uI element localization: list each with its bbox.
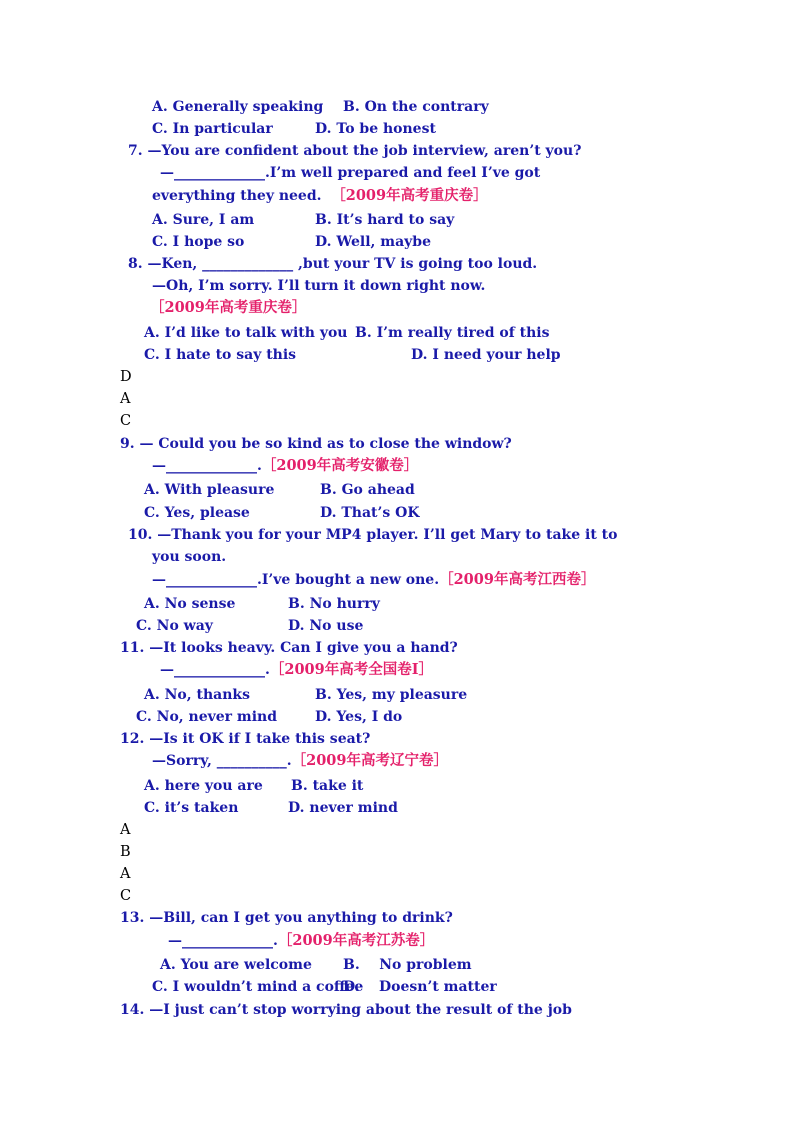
q10-reply: —_____________.I’ve bought a new one.	[152, 572, 440, 588]
q13-option-c: C. I wouldn’t mind a coffee	[152, 979, 364, 995]
q10-prompt: 10. —Thank you for your MP4 player. I’ll get Mary to take it to	[128, 527, 618, 543]
q9-option-b: B. Go ahead	[320, 482, 415, 498]
q7-reply-line2	[152, 187, 488, 205]
q12-source-tag: ［2009年高考辽宁卷］	[291, 752, 448, 769]
q11-source-tag: ［2009年高考全国卷Ⅰ］	[269, 661, 434, 678]
q11-option-c: C. No, never mind	[136, 709, 278, 725]
q9-prompt: 9. — Could you be so kind as to close the window?	[120, 436, 512, 452]
q12-option-d: D. never mind	[288, 800, 398, 816]
q9-option-d: D. That’s OK	[320, 505, 420, 521]
q13-option-b: B. No problem	[343, 957, 472, 973]
q8-option-b: B. I’m really tired of this	[355, 325, 550, 341]
q8-option-d: D. I need your help	[411, 347, 561, 363]
q12-option-b: B. take it	[291, 778, 364, 794]
q7-option-d: D. Well, maybe	[315, 234, 431, 250]
q7-prompt: 7. —You are confident about the job interview, aren’t you?	[128, 143, 582, 159]
q11-option-b: B. Yes, my pleasure	[315, 687, 468, 703]
q12-reply-line	[152, 752, 448, 770]
answer-key-item: C	[120, 413, 132, 429]
q13-option-a: A. You are welcome	[160, 957, 312, 973]
q7-option-a: A. Sure, I am	[152, 212, 255, 228]
answer-key-item: A	[120, 866, 131, 882]
q8-option-a: A. I’d like to talk with you	[144, 325, 348, 341]
q10-prompt-line2: you soon.	[152, 549, 227, 565]
q9-source-tag: ［2009年高考安徽卷］	[261, 457, 419, 474]
q11-prompt: 11. —It looks heavy. Can I give you a hand?	[120, 640, 458, 656]
q8-reply: —Oh, I’m sorry. I’ll turn it down right now.	[152, 278, 486, 294]
q10-option-c: C. No way	[136, 618, 213, 634]
q9-reply-line	[152, 457, 418, 475]
q11-reply-line	[160, 661, 433, 679]
answer-key-item: B	[120, 844, 131, 860]
q11-reply: —_____________.	[160, 662, 270, 678]
q12-reply: —Sorry, __________.	[152, 753, 292, 769]
q13-source-tag: ［2009年高考江苏卷］	[277, 932, 435, 949]
q12-prompt: 12. —Is it OK if I take this seat?	[120, 731, 371, 747]
q8-option-c: C. I hate to say this	[144, 347, 297, 363]
q12-option-c: C. it’s taken	[144, 800, 239, 816]
q6-option-a: A. Generally speaking	[152, 99, 324, 115]
q10-option-b: B. No hurry	[288, 596, 380, 612]
q7-reply-line1: —_____________.I’m well prepared and feel I’ve got	[160, 165, 541, 181]
q11-option-a: A. No, thanks	[144, 687, 250, 703]
q13-reply-line	[168, 932, 434, 950]
q7-reply-text: everything they need.	[152, 188, 322, 204]
q10-option-a: A. No sense	[144, 596, 236, 612]
q14-prompt: 14. —I just can’t stop worrying about the result of the job	[120, 1002, 572, 1018]
q8-prompt: 8. —Ken, _____________ ,but your TV is going too loud.	[128, 256, 538, 272]
q12-option-a: A. here you are	[144, 778, 263, 794]
q13-prompt: 13. —Bill, can I get you anything to drink?	[120, 910, 453, 926]
q10-option-d: D. No use	[288, 618, 364, 634]
q10-source-tag: ［2009年高考江西卷］	[439, 571, 596, 588]
q7-option-c: C. I hope so	[152, 234, 245, 250]
q13-reply: —_____________.	[168, 933, 278, 949]
answer-key-item: A	[120, 391, 131, 407]
q11-option-d: D. Yes, I do	[315, 709, 403, 725]
q8-source-tag: ［2009年高考重庆卷］	[150, 299, 307, 316]
q9-option-c: C. Yes, please	[144, 505, 250, 521]
q13-option-d: D. Doesn’t matter	[343, 979, 497, 995]
q10-reply-line	[152, 571, 595, 589]
answer-key-item: A	[120, 822, 131, 838]
answer-key-item: D	[120, 369, 132, 385]
q9-reply: —_____________.	[152, 458, 262, 474]
q6-option-d: D. To be honest	[315, 121, 436, 137]
q6-option-b: B. On the contrary	[343, 99, 489, 115]
q6-option-c: C. In particular	[152, 121, 273, 137]
answer-key-item: C	[120, 888, 132, 904]
q7-source-tag: ［2009年高考重庆卷］	[331, 187, 488, 204]
q9-option-a: A. With pleasure	[144, 482, 275, 498]
q7-option-b: B. It’s hard to say	[315, 212, 455, 228]
